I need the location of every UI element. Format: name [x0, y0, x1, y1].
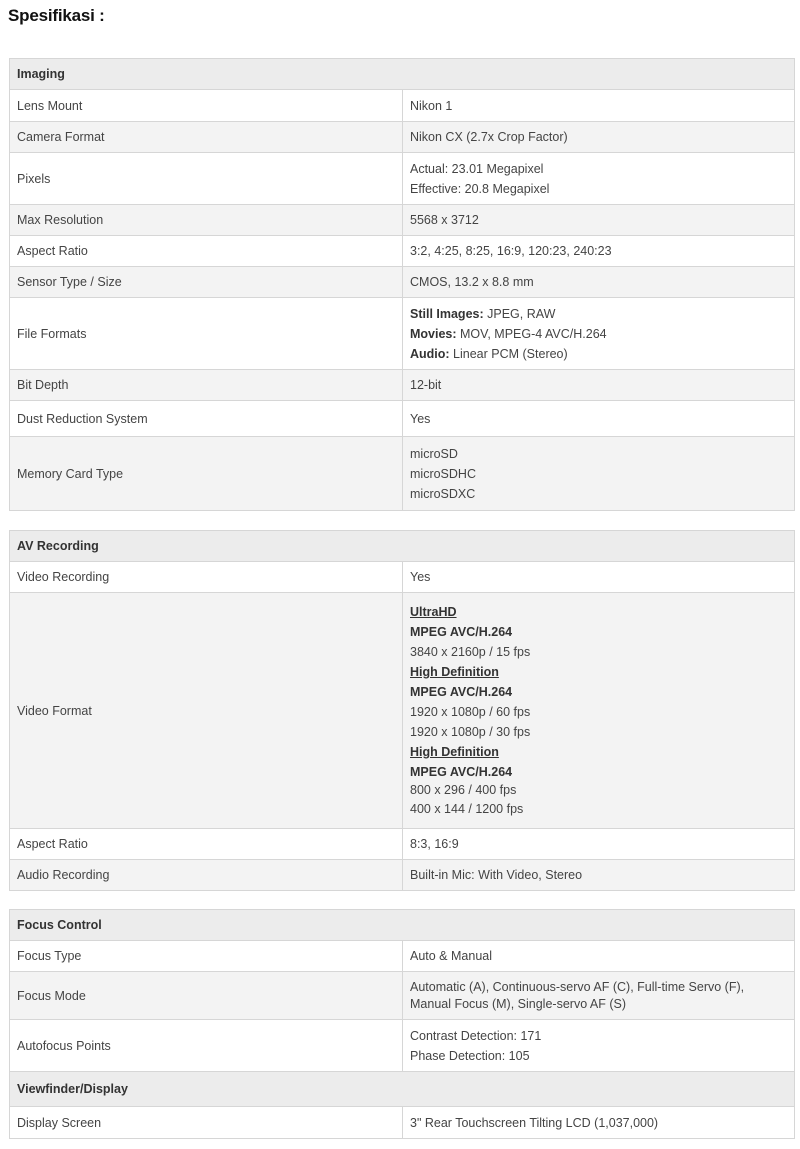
table-row [10, 437, 794, 510]
viewfinder-header-row [10, 1072, 794, 1106]
table-row [10, 153, 794, 205]
row-label: Lens Mount [10, 90, 403, 121]
table-row [10, 401, 794, 437]
table-row [10, 972, 794, 1020]
row-value: Contrast Detection: 171 Phase Detection: 105 [410, 1028, 542, 1063]
row-value: Built-in Mic: With Video, Stereo [410, 868, 583, 882]
table-row [10, 370, 794, 401]
av-recording-header: AV Recording [10, 531, 794, 562]
row-label: Max Resolution [10, 205, 403, 235]
row-value: Nikon CX (2.7x Crop Factor) [410, 130, 568, 144]
page-title: Spesifikasi : [8, 6, 105, 25]
row-value: 3:2, 4:25, 8:25, 16:9, 120:23, 240:23 [410, 244, 612, 258]
row-label: Aspect Ratio [10, 829, 403, 859]
row-value: microSD microSDHC microSDXC [410, 446, 476, 501]
table-row [10, 593, 794, 829]
focus-control-header: Focus Control [10, 910, 794, 941]
row-label: Sensor Type / Size [10, 267, 403, 297]
row-label: Audio Recording [10, 860, 403, 890]
table-row [10, 236, 794, 267]
row-label: Dust Reduction System [10, 401, 403, 436]
row-label: Focus Type [10, 941, 403, 971]
row-label: Focus Mode [10, 972, 403, 1019]
row-value: Yes [410, 570, 431, 584]
row-value: UltraHD MPEG AVC/H.264 3840 x 2160p / 15 fps High Definition MPEG AVC/H.264 1920 x 1080p / 60 fps 1920 x 1080p / 30 fps High Definition MPEG AVC/H.264 800 x 296 / 400 fps 400 x 144 / 1200 fps [410, 605, 531, 816]
table-row [10, 562, 794, 593]
row-value: 12-bit [410, 378, 442, 392]
row-value: Actual: 23.01 Megapixel Effective: 20.8 Megapixel [410, 161, 550, 196]
viewfinder-header: Viewfinder/Display [10, 1072, 794, 1106]
row-label: Bit Depth [10, 370, 403, 400]
row-value: Auto & Manual [410, 949, 492, 963]
table-row [10, 205, 794, 236]
row-value: 5568 x 3712 [410, 213, 479, 227]
row-label: Pixels [10, 153, 403, 204]
row-value: Nikon 1 [410, 98, 453, 113]
table-row [10, 122, 794, 153]
row-label: Memory Card Type [10, 437, 403, 510]
table-row [10, 941, 794, 972]
table-row [10, 1020, 794, 1072]
row-label: Aspect Ratio [10, 236, 403, 266]
row-label: Autofocus Points [10, 1020, 403, 1071]
imaging-section [9, 58, 795, 511]
row-value: 3" Rear Touchscreen Tilting LCD (1,037,000) [410, 1115, 659, 1130]
row-label: Video Recording [10, 562, 403, 592]
focus-control-section [9, 909, 795, 1139]
table-row [10, 90, 794, 122]
row-label: Camera Format [10, 122, 403, 152]
table-row [10, 1106, 794, 1138]
table-row [10, 298, 794, 370]
row-label: Display Screen [10, 1107, 403, 1138]
imaging-header: Imaging [10, 59, 794, 90]
row-label: Video Format [10, 593, 403, 828]
row-value: Still Images: JPEG, RAW Movies: MOV, MPEG-4 AVC/H.264 Audio: Linear PCM (Stereo) [410, 306, 607, 361]
row-value: Yes [410, 411, 431, 426]
table-row [10, 829, 794, 860]
row-label: File Formats [10, 298, 403, 369]
table-row [10, 267, 794, 298]
row-value: 8:3, 16:9 [410, 837, 459, 851]
row-value: CMOS, 13.2 x 8.8 mm [410, 275, 534, 289]
av-recording-section [9, 530, 795, 891]
table-row [10, 860, 794, 890]
row-value: Automatic (A), Continuous-servo AF (C), Full-time Servo (F), Manual Focus (M), Single-servo AF (S) [410, 979, 745, 1011]
